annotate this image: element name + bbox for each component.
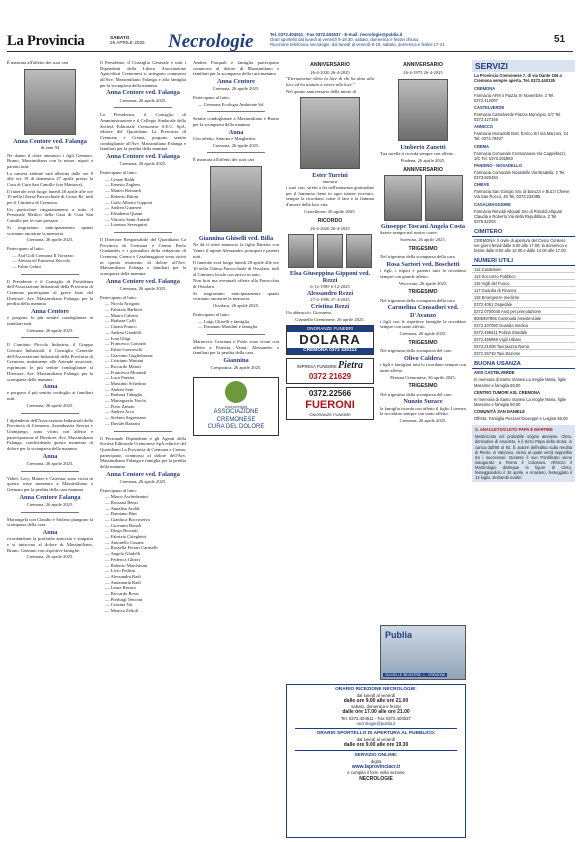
notice-heading: RICORDO — [317, 217, 343, 224]
place-date: Crespiatica, 26 aprile 2025. — [210, 365, 262, 371]
place-date: Ossolaro, 26 aprile 2025. — [212, 303, 260, 309]
issue-day: SABATO — [110, 35, 130, 40]
signatory: — Francesco Gottardi — [105, 341, 146, 347]
pietra-ad[interactable] — [286, 358, 374, 384]
pharmacy-town: CREMONA — [474, 85, 496, 91]
header-info-line3: Ricezione telefonica necrologie: dal lunedì al venerdì 9-18, sabato, domenica e festivi 17-21 — [270, 42, 445, 48]
deceased-name: Anna Centore — [31, 308, 69, 316]
section-title: Necrologie — [168, 31, 254, 52]
signatory: — Fabrizio Barbieri — [105, 307, 143, 313]
notice-dates: 27-4-1996 27-4-2025 — [310, 297, 350, 303]
sidebar-title: SERVIZI — [472, 60, 575, 72]
text: I dipendenti dell'Associazione Industriali della Provincia di Cremona, Assindustria Servizi e Unimpiego, sono vicini con affetto e partecipazione al Direttore, Avv. Massimiliano Falanga, condividendo questo momento di dolore per la scomparsa della mamma — [7, 417, 93, 451]
signatory: — Diego Borsatti — [105, 528, 138, 534]
signatory: — Matteo Bernardi — [105, 188, 141, 194]
signatory: — Mauro Cabrini — [105, 312, 138, 318]
useful-number: 0372.495611 Polizia Stradale — [472, 329, 575, 336]
text: La Presidenza, il Consiglio di Amministrazione e il Collegio Sindacale della Società Editoriale Cremonese S.E.C. SpA, editore del Quotidiano La Provincia di Cremona e Crema, porgono sentite condoglianze all'Avv. Massimiliano Falanga e familiari per la perdita della mamma — [100, 112, 186, 152]
signatory: — Cesare Baldi — [105, 176, 135, 182]
text: Con affetto, Simona e Margherita. — [193, 135, 256, 141]
divider — [207, 111, 265, 112]
online-line: digita — [370, 758, 382, 764]
deceased-name: Anna — [228, 128, 244, 136]
text: e porgono le più sentite condoglianze ai familiari tutti. — [7, 315, 93, 327]
signatory: — Massimo Schettino — [105, 381, 147, 387]
deceased-name: Ester Turrini — [312, 172, 348, 180]
column-5 — [380, 60, 466, 427]
signatory: — Laura Ravara — [105, 585, 136, 591]
deceased-name: Alessandro Rezzi — [306, 289, 354, 297]
divider — [21, 274, 79, 275]
notice-heading: TRIGESIMO — [408, 339, 438, 346]
deceased-name: Cristina Rezzi — [310, 302, 350, 310]
photo-row — [380, 175, 466, 221]
useful-numbers-list — [472, 266, 575, 357]
useful-number: 8005497866 Continuità Assistenziale — [472, 315, 575, 322]
deceased-name: Anna Centore ved. Falanga — [106, 89, 180, 97]
useful-number: 0372.456969 Vigili Urbani — [472, 336, 575, 343]
divider — [21, 337, 79, 338]
dolara-ad[interactable] — [286, 325, 374, 355]
orari-line: sabato, domenica e festivi — [351, 704, 401, 710]
deceased-name: Anna Centore — [217, 78, 255, 86]
text: Si ringraziano anticipatamente quanti vorranno onorarne la memoria. — [193, 290, 279, 302]
deceased-name: Anna — [42, 452, 58, 460]
notice-heading: TRIGESIMO — [408, 289, 438, 296]
signatory: — Barbara Caffi — [105, 318, 136, 324]
ad-top: ONORANZE FUNEBRI — [287, 326, 373, 332]
useful-number: 0372.21000 Taxi piazza Roma — [472, 343, 575, 350]
useful-number: 0372.0700040 Asst per prenotazione — [472, 308, 575, 315]
text: e porgono il più sentito cordoglio ai familiari tutti. — [7, 390, 93, 402]
deceased-name: Elsa Giuseppina Gipponi ved. Rezzi — [289, 269, 371, 284]
useful-number: 117 Guardia di Finanza — [472, 287, 575, 294]
divider — [114, 232, 172, 233]
signatory: — Federica Ghizzi — [105, 556, 140, 562]
place-date: Vescovato, 26 aprile 2025. — [398, 280, 448, 286]
useful-number: 0372.4051 Ospedale — [472, 301, 575, 308]
text: Nel trigesimo della scomparsa del caro — [380, 391, 452, 397]
text: Non fiori ma eventuali offerte alla Parrocchia di Ossolaro. — [193, 278, 279, 290]
text: Il funerale avrà luogo lunedì 28 aprile alle ore 10 nella Chiesa Parrocchiale di Ossolaro, indi al Cimitero locale con arrivo in auto. — [193, 260, 279, 277]
header-info-line1: Tel. 0372.404511 · Fax 0372.404537 · E-mail: necrologie@publia.it — [270, 32, 403, 37]
notice-heading: ANNIVERSARIO — [403, 166, 443, 173]
place-date: Grumello Cremonese, 26 aprile 2025. — [295, 316, 365, 322]
useful-number: 0372.26740 Taxi stazione — [472, 350, 575, 357]
text: Partecipano al lutto: — [193, 94, 230, 100]
signatory: — Roberto Biloni — [105, 193, 139, 199]
divider — [21, 413, 79, 414]
deceased-name: Rosa Sartori ved. Boschetti — [386, 260, 460, 268]
portrait-photo — [300, 97, 360, 169]
place-date: Cremona, 26 aprile 2025. — [212, 86, 260, 92]
column-1 — [7, 60, 93, 563]
pharmacy-info: Farmacia Comunale Nosadello Via Bradella, 2 Tel. 0373.920484 — [474, 170, 566, 181]
pharmacy-town: CREMA — [474, 143, 490, 149]
signatory: — Ernesto Zaghen — [105, 182, 140, 188]
cemetery-heading: CIMITERO — [472, 229, 575, 237]
pharmacy-town: CASTELVERDE — [474, 104, 505, 110]
signatory: — Andrea Guarneri — [105, 205, 142, 211]
place-date: Cremona, 26 aprile 2025. — [26, 237, 74, 243]
issue-date-text: 26 APRILE 2025 — [110, 40, 145, 46]
header-info-line2: Orari sportello dal lunedì al venerdì 9-19.30, sabato, domenica e festivi chiuso. — [270, 37, 420, 43]
text: Il funerale avrà luogo lunedì 28 aprile alle ore 10 nella Chiesa Parrocchiale di Cristo Re, indi per il Cimitero di Cremona. — [7, 188, 93, 206]
text: La camera ardente sarà allestita dalle ore 9 alle ore 18 di domenica 27 aprile presso la Casa di Cura San Camillo (via Mantova). — [7, 170, 93, 188]
text: È mancata all'affetto dei suoi cari — [7, 60, 69, 65]
saint-of-day — [472, 425, 575, 482]
portrait-photo — [317, 234, 343, 268]
divider — [207, 334, 265, 335]
text: Andrea Pasquali e famiglia partecipano commossi al dolore di Massimiliano e familiari per la scomparsa della cara mamma — [193, 60, 279, 77]
ad-phone: 0372.22566 — [308, 389, 352, 399]
signatory: — Alessia ed Ermiresa Zuccolo — [12, 258, 71, 264]
publia-logo: Publia — [385, 630, 413, 640]
ad-top: ONORANZE FUNEBRI — [309, 411, 351, 417]
deceased-name: Giannina Ghiselli ved. Billa — [198, 235, 274, 243]
deceased-name: Anna — [42, 528, 58, 536]
donation-text: Offerta: Famiglia Pezzani Giuseppe e Luigina 50,00 — [474, 416, 568, 422]
deceased-name: Anna Centore ved. Falanga — [106, 470, 180, 478]
text: Sarete sempre nel nostro cuore. — [380, 230, 438, 236]
text: È mancata all'affetto dei suoi cari — [193, 157, 255, 163]
online-line: e compila il form nella sezione — [347, 770, 405, 776]
orari-line: dalle ore 9.00 alle ore 21.00 — [343, 698, 409, 705]
photo-row — [286, 234, 374, 268]
deceased-name: Carmelina Consadori ved. D'Avanzo — [387, 304, 459, 319]
text: Nel trigesimo della scomparsa della cara — [380, 297, 455, 303]
signatory: — Luca Puerari — [105, 375, 135, 381]
signatory: — Fabio Gelmi — [12, 263, 41, 269]
deceased-name: Anna — [42, 383, 58, 391]
deceased-name: Anna Centore Falanga — [19, 493, 81, 501]
signatory: — Cristiano Mariani — [105, 358, 144, 364]
text: i suoi cari, stretti a lei nell'immensa gratitudine per il luminoso bene in ogni istante ricevuto, sempre la ricordano come il faro e la fiamma d'amore della loro vita. — [286, 185, 374, 208]
pharmacy-info: Farmacia Castelverde Piazza Municipio, 5/7 Tel. 0372.427346 — [474, 112, 562, 123]
place-date: Cremona, 26 aprile 2025. — [119, 161, 167, 167]
place-date: Cremona, 26 aprile 2025. — [119, 97, 167, 103]
signatory: — Cristina Vai — [105, 602, 133, 608]
signatory: — Asd Golf Cremona Il Torrazzo — [12, 252, 74, 258]
signatory: — Pierluigi Tenconi — [105, 596, 143, 602]
place-date: Cremona, 26 aprile 2025. — [212, 142, 260, 148]
deceased-name: Anna Centore ved. Falanga — [13, 137, 87, 145]
deceased-name: Nunzio Surace — [403, 398, 443, 406]
text: Il Direttore Responsabile del Quotidiano La Provincia di Cremona e Crema Paolo Gualandris e i giornalisti della redazione di Cremona, Crema e Casalmaggiore sono vicini in questo momento di dolore all'Avv. Massimiliano Falanga e familiari per la scomparsa della mamma — [100, 236, 186, 277]
signatory-list — [100, 177, 186, 228]
notice-dates: 6-12-1985 6-12-2025 — [310, 284, 350, 290]
signatory: — Francesca Morandi — [105, 369, 147, 375]
signatory: — Andrea Gandolfi — [105, 329, 142, 335]
text: i figli, i nipoti e parenti tutti la ricordano sempre con grande affetto. — [380, 268, 466, 279]
useful-numbers-heading: NUMERI UTILI — [472, 258, 575, 266]
page-number: 51 — [554, 34, 566, 45]
text: Il Presidente e il Consiglio di Presidenza dell'Associazione Industriali della Provincia di Cremona partecipano al grave lutto del Direttore, Avv. Massimiliano Falanga, per la perdita della mamma — [7, 278, 93, 307]
newspaper-logo: La Provincia — [7, 33, 85, 49]
info-box — [286, 684, 466, 838]
services-sidebar — [472, 60, 575, 838]
portrait-photo — [24, 69, 76, 135]
place-date: Cremona, 26 aprile 2025. — [26, 402, 74, 408]
place-date: Pessina Cremonese, 26 aprile 2025. — [390, 374, 456, 380]
text: Partecipano al lutto: — [100, 487, 137, 493]
useful-number: 112 Carabinieri — [472, 266, 575, 273]
column-3 — [193, 60, 279, 436]
text: ricordandone la profonda amicizia e simpatia e si uniscono al dolore di Massimiliano, Bruno, Gennaro con rispettive famiglie. — [7, 536, 93, 553]
text: la famiglia ricorda con affetto il figlio Lorenzo le ricordano sempre con tanto affetto. — [380, 405, 467, 417]
signatory: — Mariagrazia Teschi — [105, 398, 146, 404]
text: Mariangela con Claudio e Stefano piangono la scomparsa della cara — [7, 516, 93, 528]
pharmacy-town: PANDINO - NOSADELLO — [474, 162, 522, 168]
publia-address: VIA DELLE INDUSTRIE, 1 - CREMONA — [385, 672, 446, 677]
divider — [114, 431, 172, 432]
deceased-name: Olivo Caldera — [404, 354, 442, 362]
place-date: Cremona, 26 aprile 2025. — [119, 478, 167, 484]
notice-heading: ANNIVERSARIO — [403, 62, 443, 68]
donation-recipient: AVIS CASTELVERDE — [474, 370, 515, 376]
place-date: Cremona, 26 aprile 2025. — [399, 418, 447, 424]
signatory: — Angelo Ghidelli — [105, 551, 141, 557]
notice-heading: TRIGESIMO — [408, 383, 438, 390]
text: Sentite condoglianze a Massimiliano e Bruno per la scomparsa della mamma — [193, 116, 279, 128]
pharmacy-info: Farmacia AFM 4 Piazza IV Novembre, 2 Tel. 0372.412007 — [474, 92, 555, 103]
signatory: — Davide Bazzani — [105, 420, 140, 426]
place-date: Cremona, 26 aprile 2025. — [119, 286, 167, 292]
signatory: — Antonello Cusana — [105, 539, 144, 545]
text: Nel quinto anniversario della morte di — [286, 88, 357, 94]
cemetery-text: CREMONA: Il civile di apertura del Civico Cimitero: nei giorni feriali dalle 8.00 alle 17.00; la domenica e festivi dalle 8.00 alle 12.00 e dalle 14.00 alle 17.00. — [474, 238, 568, 254]
notice-dates: 26-4-1975 26-4-2025 — [403, 70, 443, 76]
signatory: — Livio Pedrini — [105, 568, 136, 574]
signatory: — Andrea Setti — [105, 386, 134, 392]
useful-number: 118 Emergenze mediche — [472, 294, 575, 301]
website-link[interactable]: www.laprovinciacr.it — [351, 764, 401, 771]
text: Partecipano al lutto: — [193, 311, 230, 317]
assoc-url: www.acced.org — [224, 404, 248, 409]
donation-text: In memoria di Santo Vianesi La moglie Maria, figlie Massimo e famiglia 50,00 — [474, 396, 567, 407]
notice-dates: 26-4-2020 26-4-2025 — [310, 225, 350, 231]
text: Un abbraccio. Giovanna. — [286, 309, 332, 315]
publia-ad[interactable] — [380, 625, 466, 680]
divider — [114, 107, 172, 108]
orari-line: dal lunedì al venerdì — [356, 692, 396, 698]
text: Nel trigesimo della scomparsa del caro — [380, 348, 452, 354]
assoc-line3: CURA DEL DOLORE — [207, 424, 265, 431]
pharmacy-info: Farmacia Comunale Cremonaova Via Cappellazzi, 1/C Tel. 0373.202860 — [474, 150, 566, 161]
signatory: — Monica Zelioli — [105, 608, 139, 613]
signatory: — Giacomo Guglielmone — [105, 352, 153, 358]
age: di anni 94 — [40, 144, 60, 150]
deceased-name: Anna Centore ved. Falanga — [106, 277, 180, 285]
text: i figli con le rispettive famiglie la ricordano sempre con tanto affetto. — [380, 318, 466, 330]
signatory-list — [100, 301, 186, 426]
signatory-list — [100, 494, 186, 613]
useful-number: 0372.407050 Guardia medica — [472, 322, 575, 329]
text: Partecipano al lutto: — [100, 170, 137, 176]
ad-name: DOLARA — [299, 331, 361, 347]
text: Il Personale Dipendente e gli Agenti della Società Editoriale Cremonese SpA editrice del Quotidiano La Provincia di Cremona e Crema, partecipano commossi al dolore dell'Avv. Massimiliano Falanga e famiglia per la perdita della mamma — [100, 435, 186, 469]
place-date: Soresina, 26 aprile 2025. — [400, 237, 446, 243]
signatory: — Riccardo Rossi — [105, 590, 139, 596]
signatory: — Giovanni Bonali — [105, 522, 142, 528]
place-date: Cremona, 26 aprile 2025. — [26, 327, 74, 333]
signatory: — Stefano Sagrestano — [105, 415, 147, 421]
text: Mariuccia, Graziana e Paolo sono vicini con affetto a Patrizia, Vanni, Alessandro e familiari per la perdita della cara — [193, 338, 279, 356]
deceased-name: Umberto Zanetti — [400, 144, 446, 152]
place-date: Cremona, 26 aprile 2025. — [26, 501, 74, 507]
text: Si ringraziano anticipatamente quanti vorranno onorarne la memoria. — [7, 224, 93, 236]
header-info — [270, 32, 532, 47]
place-date: Cremona, 26 aprile 2025. — [26, 554, 74, 560]
divider — [207, 152, 265, 153]
online-line: NECROLOGIE — [359, 775, 393, 782]
divider — [21, 512, 79, 513]
signatory: — Carlo Alberto Gipponi — [105, 199, 153, 205]
deceased-name: Anna Centore ved. Falanga — [106, 153, 180, 161]
sidebar-intro: La Provincia Cremonese 7, di via Dante 106 a Cremona sempre aperta. Tel. 0372.440135 — [474, 73, 562, 84]
pharmacy-town: CHIEVE — [474, 182, 490, 188]
issue-date — [110, 35, 145, 45]
text: Nel trigesimo della scomparsa della cara — [380, 254, 455, 260]
text: Ne danno il triste annuncio i figli Gennaro, Bruno, Massimiliano con le nuore, nipoti e parenti tutti. — [7, 152, 93, 169]
text: Partecipano al lutto: — [100, 294, 137, 300]
pharmacy-info: Farmacia Mocadotti Dott. Enrico Srl Via Marconi, 24 Tel. 0374.79407 — [474, 131, 569, 142]
pharmacy-town: CASALMAGGIORE — [474, 201, 511, 207]
signatory: — Elisabetta Quaini — [105, 210, 143, 216]
saint-heading: S. ANACLETO/CLETO PAPA E MARTIRE — [475, 427, 553, 433]
saint-text: Martirizzato nel probabile origine ateniese. Cleto, diminutivo di Anacleto, è il terzo Papa della storia, in carica dall'80 al 92. È autore dell'editto sulla rendita di Pietro, in Vaticano, vicino al quale verrà seppellito tra i successori. Durante il suo Pontificato viene inaugurato a Roma il Colosseo. All'inizio il Martirologio distingue le figure di Cleto, festeggiandolo il 26 aprile, e Anacleto, festeggiato il 13 luglio. Entrambi martiri. — [475, 434, 572, 481]
signatory: — Annamaria Radi — [105, 579, 141, 585]
portrait-photo — [288, 234, 314, 268]
text: Ne dà il triste annuncio la figlia Patrizia con Vanni, il nipote Alessandro, pronipoti e parenti tutti. — [193, 242, 279, 259]
signatory: — Lorenzo Severgnini — [105, 222, 148, 228]
signatory: — Fabrizio Caleghetti — [105, 534, 147, 540]
portrait-photo — [210, 166, 262, 232]
donation-recipient: COMUNITÀ SAN DANIELE — [474, 408, 525, 414]
signatory: — Piero Zanoni — [105, 403, 135, 409]
place-date: Cremona, 26 aprile 2025. — [399, 331, 447, 337]
signatory: — Gianluca Boccoseiva — [105, 517, 150, 522]
text: Il Presidente, il Consiglio Generale e tutti i Dipendenti della Libera Associazione Agricoltori Cremonesi si stringono commossi all'Avv. Massimiliano Falanga e alla famiglia per la scomparsa della mamma — [100, 60, 186, 88]
acced-logo-icon — [225, 381, 247, 403]
text: Valter, Lory, Matteo e Caterina, sono vicini in questo triste momento a Massimiliano e Gennaro per la perdita della cara mamma — [7, 475, 93, 492]
text: Il Comitato Piccola Industria, il Gruppo Giovani Industriali, il Consiglio Generale dell'Associazione Industriali della Provincia di Cremona, unitamente alle Aziende associate, esprimono le più sentite condoglianze al Direttore, Avv. Massimiliano Falanga, per la scomparsa della mamma — [7, 342, 93, 382]
signatory: — Damiano Bini — [105, 511, 137, 517]
signatory: — Luigi Ghiselli e famiglia — [198, 318, 250, 324]
title-tag: maestra — [322, 179, 338, 185]
signatory: — Vittorio Santi Amadè — [105, 216, 150, 222]
notice-heading: TRIGESIMO — [408, 245, 438, 252]
quote: "Eternamente vibra la luce di chi ha dato alla luce ed ha aiutato a vivere alla luce." — [286, 76, 374, 87]
signatory: — Riccardo Maruti — [105, 363, 141, 369]
signatory: — Marco Aschedamini — [105, 494, 148, 500]
deceased-name: Giuseppe Toscani Angela Costa — [380, 223, 466, 231]
assoc-line2: CREMONESE — [216, 416, 256, 423]
portrait-photo — [398, 79, 448, 141]
deceased-name: Giannina — [223, 356, 249, 364]
sportello-line: dalle ore 9.00 alle ore 19.30 — [343, 742, 409, 749]
signatory: — Ivan Ghigi — [105, 335, 131, 341]
sportello-line: dal lunedì al venerdì — [356, 736, 396, 742]
online-heading: SERVIZIO ONLINE: — [354, 753, 398, 759]
pharmacy-info: Farmacia Rimoldi Allquati Snc di Rimoldi Allquati Claudia e Roberto Via della Repubblica, 2 Tel. 0375.42203 — [474, 208, 562, 224]
signatory: — Andrea Arco — [105, 409, 135, 415]
place-date: Cremona, 26 aprile 2025. — [26, 460, 74, 466]
portrait-photo — [425, 175, 463, 221]
place-date: Castelleone, 26 aprile 2025. — [304, 208, 356, 214]
signatory: — Rossella Ferrari Caruselli — [105, 545, 158, 551]
donations-heading: BUONA USANZA — [472, 361, 575, 369]
pharmacy-town: ANNICCO — [474, 124, 494, 130]
portrait-photo — [384, 175, 422, 221]
orari-line: Tel. 0372.404511 - Fax 0372.404537 — [341, 715, 411, 721]
text: i figli e famiglari tutti lo ricordano sempre con tanto affetto. — [380, 362, 466, 373]
association-ad[interactable] — [193, 377, 279, 436]
ad-name: FUERONI — [305, 399, 355, 412]
column-2 — [100, 60, 186, 614]
pharmacy-info: Farmacia San Giorgio Snc di Baruzzi e Buzzi Chieve Via San Rocco, 48 Tel. 0373.234395 — [474, 189, 570, 200]
text: Tua sorella ti ricorda sempre con affetto. — [380, 151, 455, 157]
ad-name: Pietra — [337, 359, 363, 371]
signatory: — Alessandra Radi — [105, 573, 141, 579]
portrait-photo — [346, 234, 372, 268]
fueroni-ad[interactable] — [286, 387, 374, 419]
assoc-line1: ASSOCIAZIONE — [213, 409, 259, 416]
ad-phone: 0372 21629 — [308, 372, 352, 382]
useful-number: 113 Soccorso Pubblico — [472, 273, 575, 280]
place-date: Piadena, 26 aprile 2025. — [400, 158, 446, 164]
email-link[interactable]: necrologie@publia.it — [356, 720, 396, 726]
signatory: — Cinzia Franco — [105, 324, 137, 330]
sportello-heading: ORARIO SPORTELLO DI APERTURA AL PUBBLICO: — [316, 730, 436, 736]
signatory: — Ermanno Mondini e famiglia — [198, 324, 258, 330]
notice-heading: ANNIVERSARIO — [310, 62, 350, 68]
column-4 — [286, 60, 374, 420]
signatory: — Nicola Arrigoni — [105, 301, 140, 307]
notice-dates: 26-4-2020 26-4-2025 — [310, 70, 350, 76]
signatory: — Annalisa Aroldi — [105, 505, 140, 511]
ad-phone: CREMONA 0372 430112 — [287, 348, 373, 354]
donation-text: In memoria di Santo Vianesi La moglie Maria, figlie Massimo e famiglia 50,00 — [474, 377, 567, 388]
useful-number: 115 Vigili del Fuoco — [472, 280, 575, 287]
text: Un particolare ringraziamento a tutto il Personale Medico della Casa di Cura San Camillo per le cure prestate. — [7, 206, 93, 224]
signatory: — Fabio Guerreschi — [105, 346, 143, 352]
ad-top: IMPRESA FUNEBRE — [297, 363, 337, 369]
signatory: — Roberto Marchesini — [105, 562, 148, 568]
donation-recipient: CENTRO TUMORI ASL CREMONA — [474, 389, 540, 395]
orari-line: dalle ore 17.00 alle ore 21.00 — [342, 709, 410, 716]
signatory: — Barbara Tabaglio — [105, 392, 143, 398]
divider — [21, 471, 79, 472]
orari-heading: ORARIO RICEZIONE NECROLOGIE: — [335, 687, 417, 692]
signatory: — Rossana Benzi — [105, 499, 138, 505]
signatory: — Cremona Ecologia Ambiente Srl — [198, 101, 264, 107]
text: Partecipano al lutto: — [7, 245, 44, 251]
